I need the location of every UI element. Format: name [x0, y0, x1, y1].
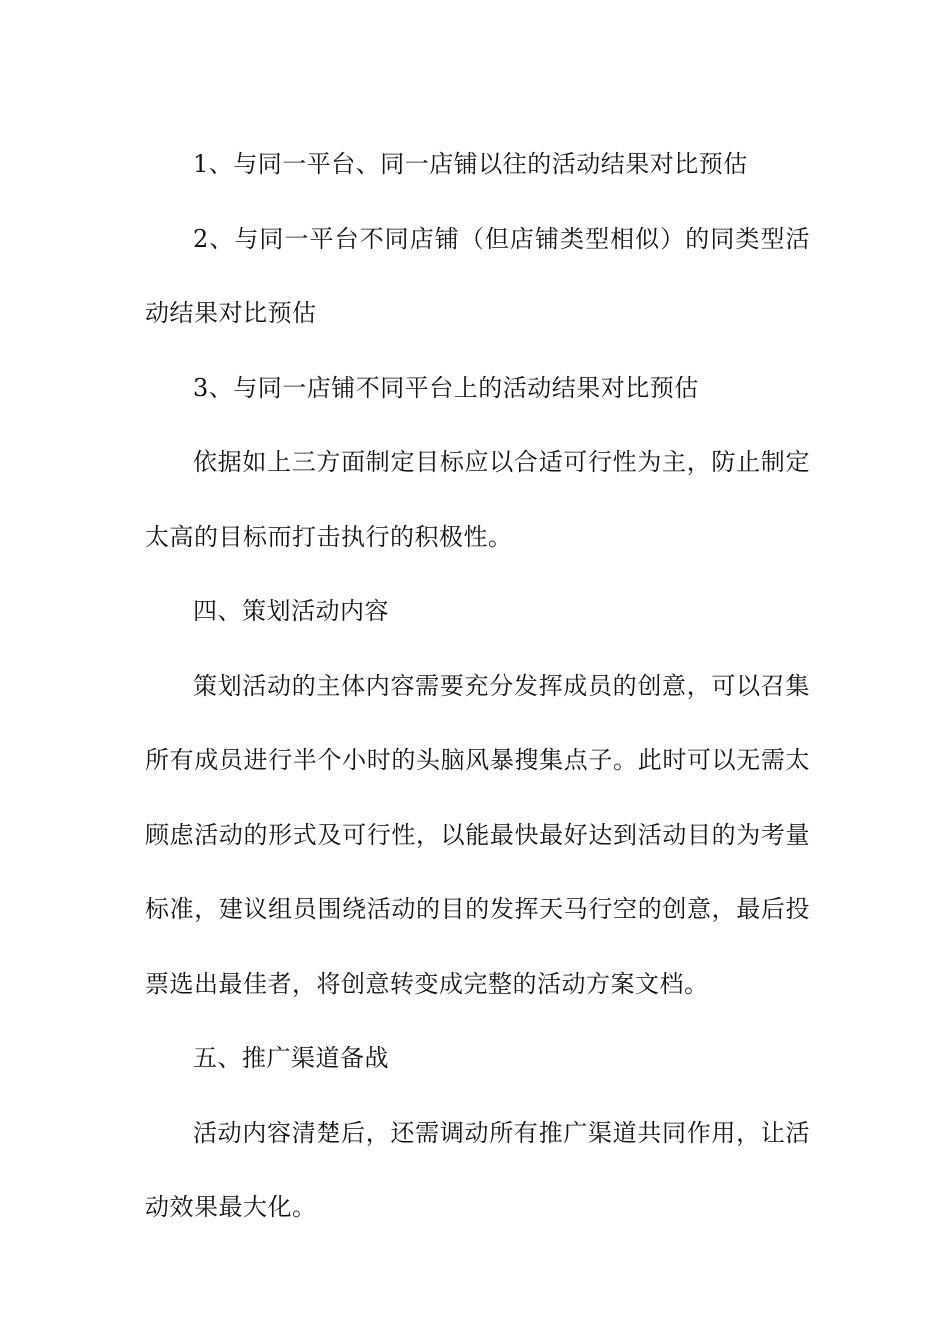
list-item-1: 1、与同一平台、同一店铺以往的活动结果对比预估	[193, 150, 748, 178]
target-summary-paragraph: 依据如上三方面制定目标应以合适可行性为主，防止制定太高的目标而打击执行的积极性。	[145, 448, 810, 551]
planning-content-paragraph: 策划活动的主体内容需要充分发挥成员的创意，可以召集所有成员进行半个小时的头脑风暴搜集点子。此时可以无需太顾虑活动的形式及可行性，以能最快最好达到活动目的为考量标准，建议组员围绕活动的目的发挥天马行空的创意，最后投票选出最佳者，将创意转变成完整的活动方案文档。	[145, 671, 810, 998]
section-heading-5: 五、推广渠道备战	[193, 1044, 389, 1072]
list-item-3: 3、与同一店铺不同平台上的活动结果对比预估	[193, 373, 699, 402]
section-heading-4: 四、策划活动内容	[193, 597, 389, 625]
list-item-2: 2、与同一平台不同店铺（但店铺类型相似）的同类型活动结果对比预估	[145, 224, 810, 327]
promotion-channel-paragraph: 活动内容清楚后，还需调动所有推广渠道共同作用，让活动效果最大化。	[145, 1118, 810, 1221]
document-body	[145, 127, 810, 1245]
